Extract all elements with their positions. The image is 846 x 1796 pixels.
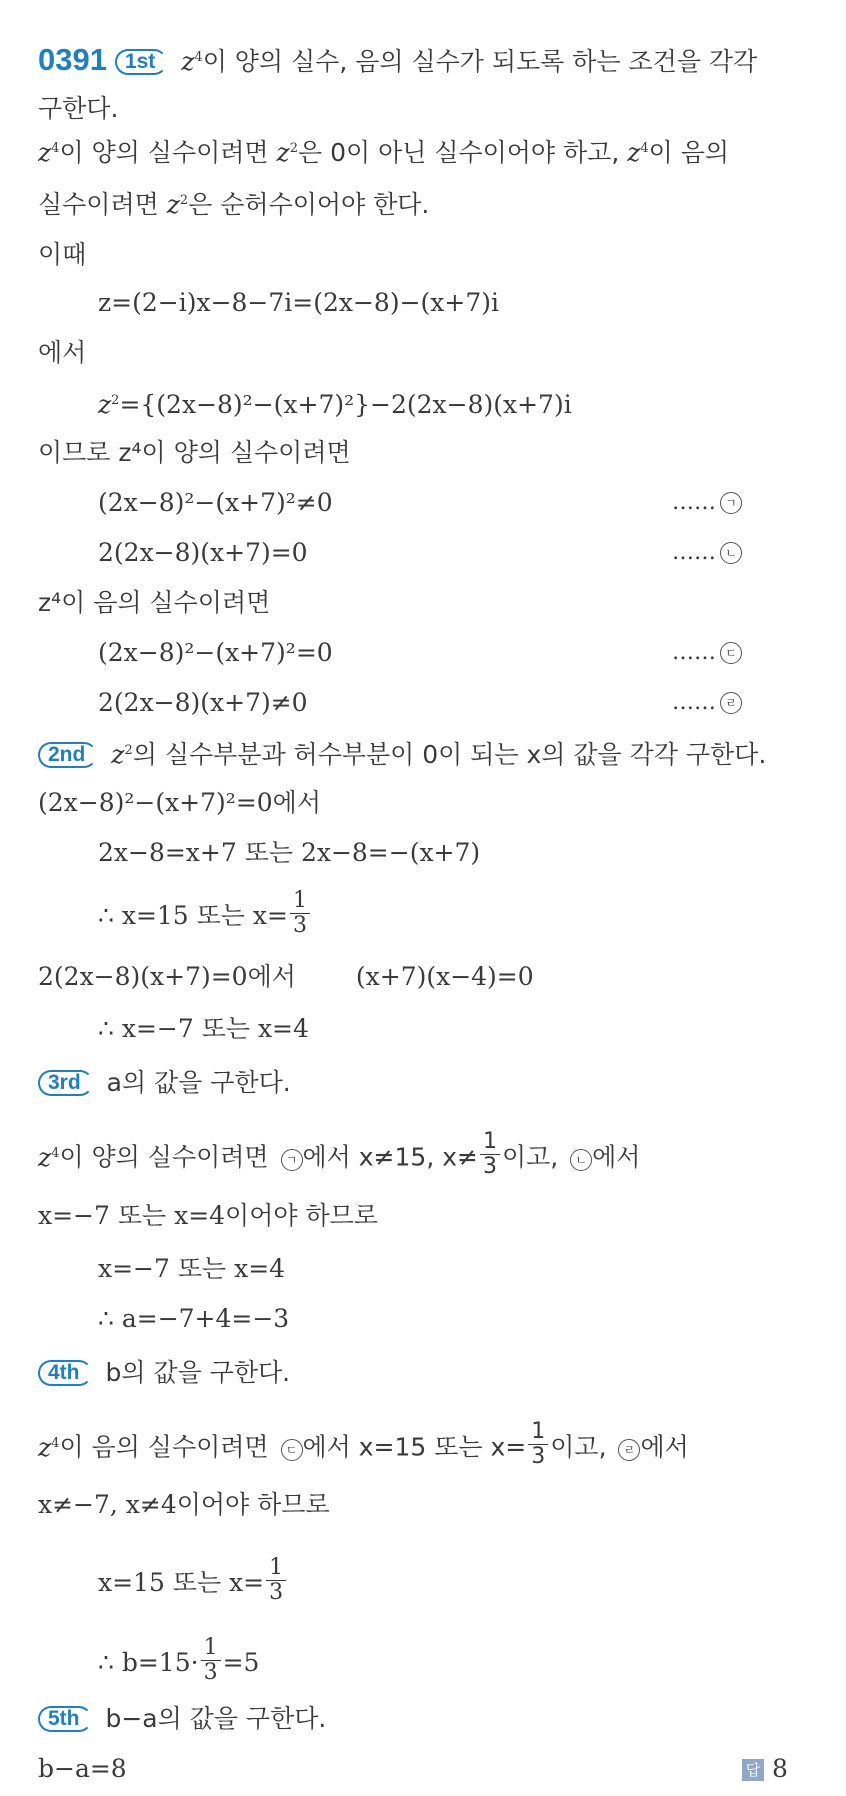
step2-line3: ∴ x=15 또는 x= $\frac{1}{3}$ <box>98 893 312 942</box>
problem-number: 0391 <box>38 42 107 77</box>
step-badge-2nd: 2nd <box>38 742 97 768</box>
label-positive: 이므로 z⁴이 양의 실수이려면 <box>38 438 351 467</box>
step4-header: 4th b의 값을 구한다. <box>38 1360 290 1388</box>
para1-line1: $z^4$이 양의 실수이려면 $z^2$은 0이 아닌 실수이어야 하고, $z^4$이 음의 <box>38 138 730 167</box>
equation-z2: $z^2=\{(2x-8)^2-(x+7)^2\}-2(2x-8)(x+7)i$ <box>98 390 572 419</box>
step2-line4: 2(2x−8)(x+7)=0에서 (x+7)(x−4)=0 <box>38 962 534 991</box>
condition-1: (2x−8)²−(x+7)²≠0 <box>98 488 333 517</box>
step2-line1: (2x−8)²−(x+7)²=0에서 <box>38 788 321 817</box>
answer-badge: 답 <box>742 1759 764 1781</box>
step-badge-5th: 5th <box>38 1706 92 1732</box>
step-badge-3rd: 3rd <box>38 1070 93 1096</box>
step5-header: 5th b−a의 값을 구한다. <box>38 1706 326 1734</box>
marker-2: …… ㄴ <box>672 540 742 565</box>
label-negative: z⁴이 음의 실수이려면 <box>38 588 271 617</box>
final-answer: 답 8 <box>742 1756 788 1781</box>
step1-text-cont: 구한다. <box>38 94 119 123</box>
problem-header: 0391 1st $z^4$이 양의 실수, 음의 실수가 되도록 하는 조건을 각각 <box>38 42 758 77</box>
step4-line3: x=15 또는 x= $\frac{1}{3}$ <box>98 1560 288 1609</box>
step1-text: 이 양의 실수, 음의 실수가 되도록 하는 조건을 각각 <box>202 47 758 76</box>
step3-line3: x=−7 또는 x=4 <box>98 1254 286 1283</box>
label-eseo: 에서 <box>38 338 87 367</box>
marker-4: …… ㄹ <box>672 690 742 715</box>
step2-line2: 2x−8=x+7 또는 2x−8=−(x+7) <box>98 838 481 867</box>
para1-line2: 실수이려면 $z^2$은 순허수이어야 한다. <box>38 190 430 219</box>
marker-3: …… ㄷ <box>672 640 742 665</box>
condition-4: 2(2x−8)(x+7)≠0 <box>98 688 308 717</box>
step4-line2: x≠−7, x≠4이어야 하므로 <box>38 1490 330 1519</box>
step4-line1: $z^4$이 음의 실수이려면 ㄷ 에서 x=15 또는 x= $\frac{1}{3}$ 이고, ㄹ 에서 <box>38 1419 689 1469</box>
condition-2: 2(2x−8)(x+7)=0 <box>98 538 308 567</box>
step4-line4: ∴ b=15· $\frac{1}{3}$ =5 <box>98 1635 260 1685</box>
equation-z: z=(2−i)x−8−7i=(2x−8)−(x+7)i <box>98 288 499 317</box>
label-idae: 이때 <box>38 240 87 269</box>
step2-header: 2nd $z^2$의 실수부분과 허수부분이 0이 되는 x의 값을 각각 구한다. <box>38 742 766 770</box>
step-badge-4th: 4th <box>38 1360 92 1386</box>
final-equation: b−a=8 <box>38 1754 127 1783</box>
step2-line5: ∴ x=−7 또는 x=4 <box>98 1014 309 1043</box>
step3-line2: x=−7 또는 x=4이어야 하므로 <box>38 1201 378 1230</box>
condition-3: (2x−8)²−(x+7)²=0 <box>98 638 333 667</box>
step3-line4: ∴ a=−7+4=−3 <box>98 1304 290 1333</box>
step3-header: 3rd a의 값을 구한다. <box>38 1070 291 1098</box>
marker-1: …… ㄱ <box>672 490 742 515</box>
step3-line1: $z^4$이 양의 실수이려면 ㄱ 에서 x≠15, x≠ $\frac{1}{3}$ 이고, ㄴ 에서 <box>38 1129 641 1179</box>
step-badge-1st: 1st <box>115 49 167 75</box>
